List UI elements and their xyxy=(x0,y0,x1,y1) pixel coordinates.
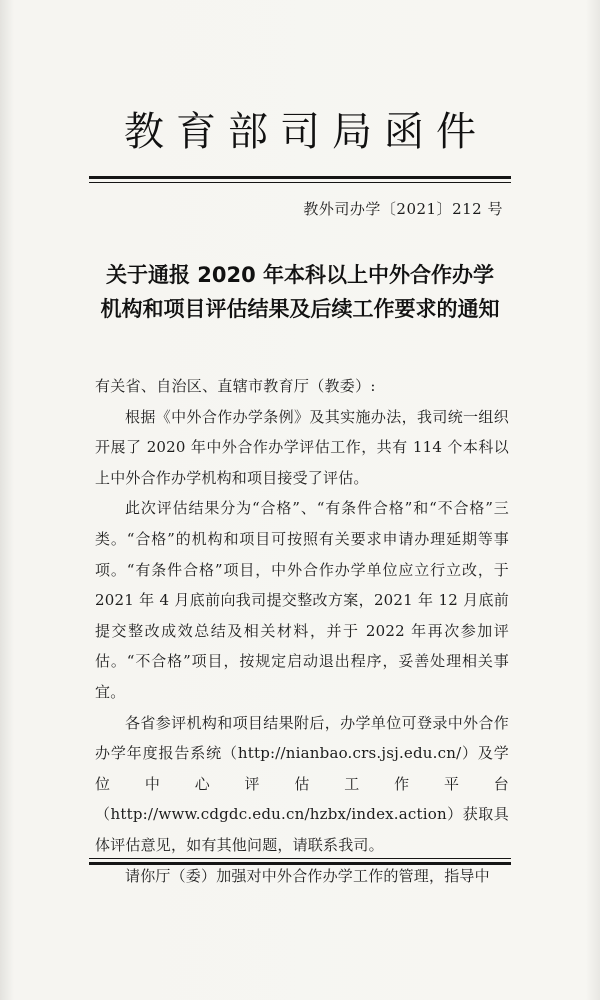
addressee: 有关省、自治区、直辖市教育厅（教委）: xyxy=(95,377,376,395)
footer-divider xyxy=(89,858,511,865)
paragraph-systems: 各省参评机构和项目结果附后，办学单位可登录中外合作办学年度报告系统（http://nianbao.crs.jsj.edu.cn/）及学位中心评估工作平台（http://www.cdgdc.edu.cn/hzbx/index.action）获取具体评估意见，如有其他问题，请联系我司。 xyxy=(95,713,509,854)
document-body xyxy=(95,371,509,891)
letterhead-divider xyxy=(89,176,511,183)
paragraph-regulation: 根据《中外合作办学条例》及其实施办法，我司统一组织开展了 2020 年中外合作办学评估工作，共有 114 个本科以上中外合作办学机构和项目接受了评估。 xyxy=(95,407,509,487)
footer-thin-line xyxy=(89,858,511,859)
paragraph-results: 此次评估结果分为“合格”、“有条件合格”和“不合格”三类。“合格”的机构和项目可按照有关要求申请办理延期等事项。“有条件合格”项目，中外合作办学单位应立行立改，于 2021 年 4 月底前向我司提交整改方案，2021 年 12 月底前提交整改成效总结及相关材料，并于 2022 年再次参加评估。“不合格”项目，按规定启动退出程序，妥善处理相关事宜。 xyxy=(95,499,509,701)
document-title-line-2: 机构和项目评估结果及后续工作要求的通知 xyxy=(100,297,500,321)
document-title-line-1: 关于通报 2020 年本科以上中外合作办学 xyxy=(105,263,495,287)
footer-thick-line xyxy=(89,862,511,865)
divider-thin-line xyxy=(89,182,511,183)
divider-thick-line xyxy=(89,176,511,179)
letterhead-title: 教育部司局函件 xyxy=(124,109,488,155)
document-number: 教外司办学〔2021〕212 号 xyxy=(303,200,503,218)
document-title xyxy=(80,258,520,326)
paragraph-management: 请你厅（委）加强对中外合作办学工作的管理，指导中 xyxy=(125,866,490,885)
